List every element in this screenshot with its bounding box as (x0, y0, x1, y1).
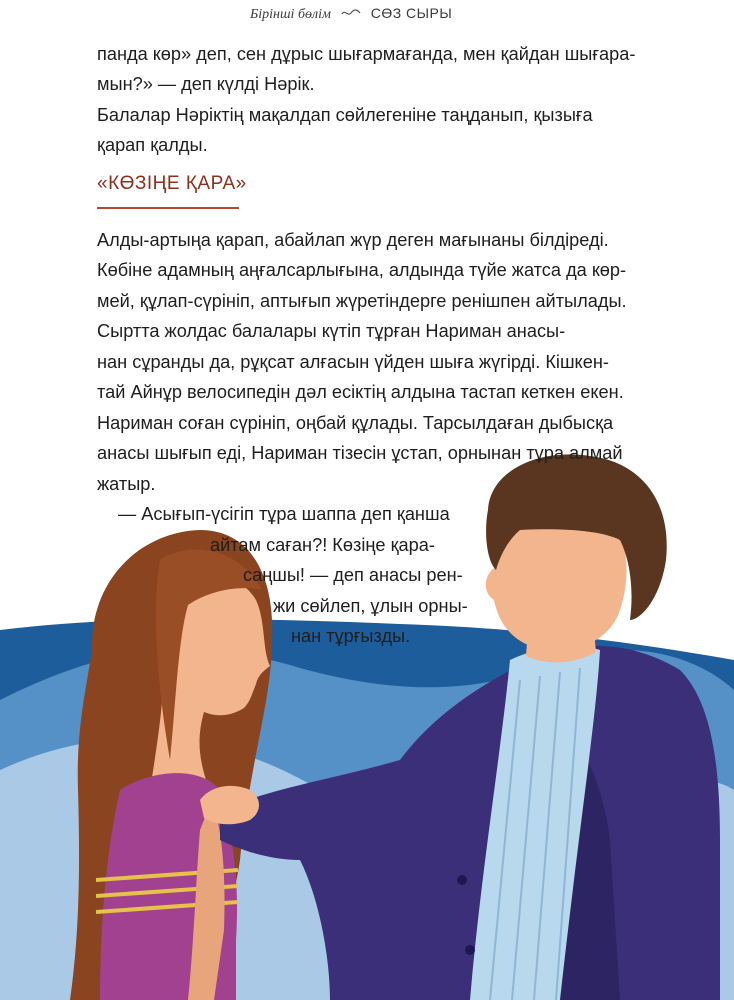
paragraph-line: Көбіне адамның аңғалсарлығына, алдында түйе жатса да көр- (97, 260, 627, 280)
header-part-label: Бірінші бөлім (250, 7, 331, 22)
jacket-button (465, 945, 475, 955)
paragraph-line: Нариман соған сүрініп, оңбай құлады. Тарсылдаған дыбысқа (97, 413, 614, 433)
dialogue-line: айтам саған?! Көзіңе қара- (210, 535, 435, 555)
paragraph-line: панда көр» деп, сен дұрыс шығармағанда, мен қайдан шығара- (97, 44, 636, 64)
paragraph-line: жатыр. (97, 474, 156, 494)
paragraph-line: анасы шығып еді, Нариман тізесін ұстап, орнынан тұра алмай (97, 443, 623, 463)
header-title: СӨЗ СЫРЫ (370, 5, 453, 21)
paragraph-line: Балалар Нәріктің мақалдап сөйлегеніне таңданып, қызыға (97, 105, 593, 125)
paragraph-line: мын?» — деп күлді Нәрік. (97, 74, 315, 94)
dialogue-line: саңшы! — деп анасы рен- (243, 565, 463, 585)
dialogue-line: нан тұрғызды. (291, 626, 411, 646)
paragraph-line: Алды-артыңа қарап, абайлап жүр деген мағынаны білдіреді. (97, 230, 609, 250)
jacket-button (457, 875, 467, 885)
section-title: «КӨЗІҢЕ ҚАРА» (97, 173, 247, 194)
paragraph-line: Сыртта жолдас балалары күтіп тұрған Нариман анасы- (97, 321, 566, 341)
section-title-underline (97, 207, 239, 209)
paragraph-line: тай Айнұр велосипедін дәл есіктің алдына тастап кеткен екен. (97, 382, 624, 402)
dialogue-line: жи сөйлеп, ұлын орны- (273, 596, 468, 616)
paragraph-line: қарап қалды. (97, 135, 208, 155)
dialogue-line: — Асығып-үсігіп тұра шаппа деп қанша (118, 504, 450, 524)
paragraph-line: нан сұранды да, рұқсат алғасын үйден шыға жүгірді. Кішкен- (97, 352, 609, 372)
paragraph-line: мей, құлап-сүрініп, аптығып жүретіндерге ренішпен айтылады. (97, 291, 627, 311)
